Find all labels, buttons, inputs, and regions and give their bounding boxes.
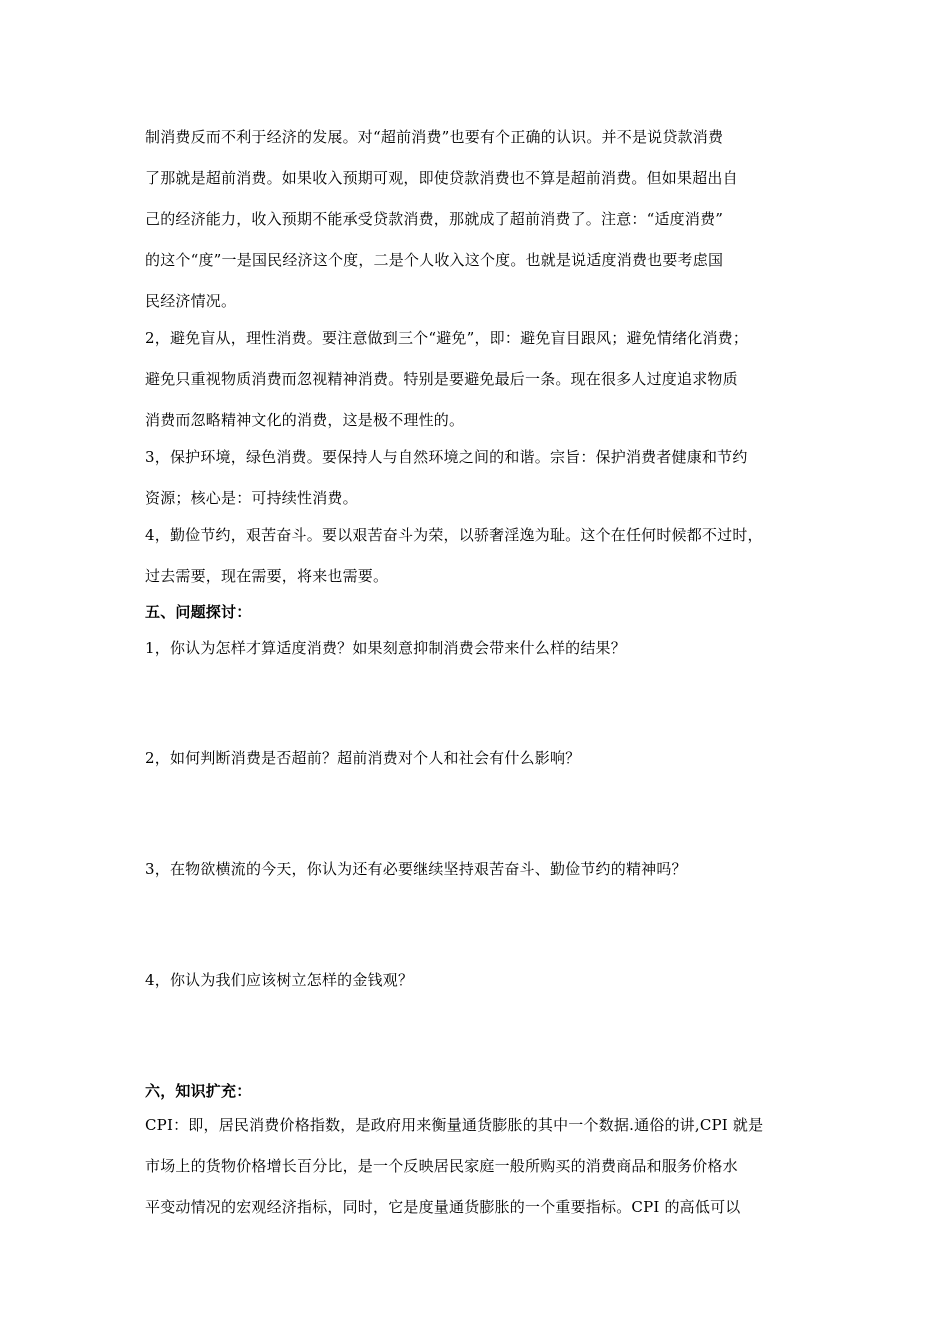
- question-item: 4，你认为我们应该树立怎样的金钱观？: [145, 971, 414, 989]
- paragraph-line: 平变动情况的宏观经济指标，同时，它是度量通货膨胀的一个重要指标。CPI 的高低可以: [145, 1198, 741, 1216]
- principle-line: 2，避免盲从，理性消费。要注意做到三个“避免”，即：避免盲目跟风；避免情绪化消费；: [145, 329, 749, 347]
- paragraph-line: 的这个“度”一是国民经济这个度，二是个人收入这个度。也就是说适度消费也要考虑国: [145, 251, 724, 269]
- paragraph-line: 己的经济能力，收入预期不能承受贷款消费，那就成了超前消费了。注意：“适度消费”: [145, 210, 724, 228]
- paragraph-line: 民经济情况。: [145, 292, 237, 310]
- paragraph-line: 市场上的货物价格增长百分比，是一个反映居民家庭一般所购买的消费商品和服务价格水: [145, 1157, 738, 1175]
- principle-line: 资源；核心是：可持续性消费。: [145, 489, 358, 507]
- paragraph-line: 了那就是超前消费。如果收入预期可观，即使贷款消费也不算是超前消费。但如果超出自: [145, 169, 738, 187]
- principle-line: 过去需要，现在需要，将来也需要。: [145, 567, 389, 585]
- question-item: 2，如何判断消费是否超前？超前消费对个人和社会有什么影响？: [145, 749, 581, 767]
- section-heading-knowledge: 六，知识扩充：: [145, 1082, 252, 1100]
- principle-line: 避免只重视物质消费而忽视精神消费。特别是要避免最后一条。现在很多人过度追求物质: [145, 370, 738, 388]
- paragraph-line: 制消费反而不利于经济的发展。对“超前消费”也要有个正确的认识。并不是说贷款消费: [145, 128, 724, 146]
- question-item: 1，你认为怎样才算适度消费？如果刻意抑制消费会带来什么样的结果？: [145, 639, 626, 657]
- principle-line: 3，保护环境，绿色消费。要保持人与自然环境之间的和谐。宗旨：保护消费者健康和节约: [145, 448, 748, 466]
- section-heading-discussion: 五、问题探讨：: [145, 603, 252, 621]
- principle-line: 4，勤俭节约，艰苦奋斗。要以艰苦奋斗为荣，以骄奢淫逸为耻。这个在任何时候都不过时，: [145, 526, 763, 544]
- paragraph-line: CPI：即，居民消费价格指数，是政府用来衡量通货膨胀的其中一个数据.通俗的讲,CPI 就是: [145, 1116, 764, 1134]
- principle-line: 消费而忽略精神文化的消费，这是极不理性的。: [145, 411, 465, 429]
- question-item: 3，在物欲横流的今天，你认为还有必要继续坚持艰苦奋斗、勤俭节约的精神吗？: [145, 860, 687, 878]
